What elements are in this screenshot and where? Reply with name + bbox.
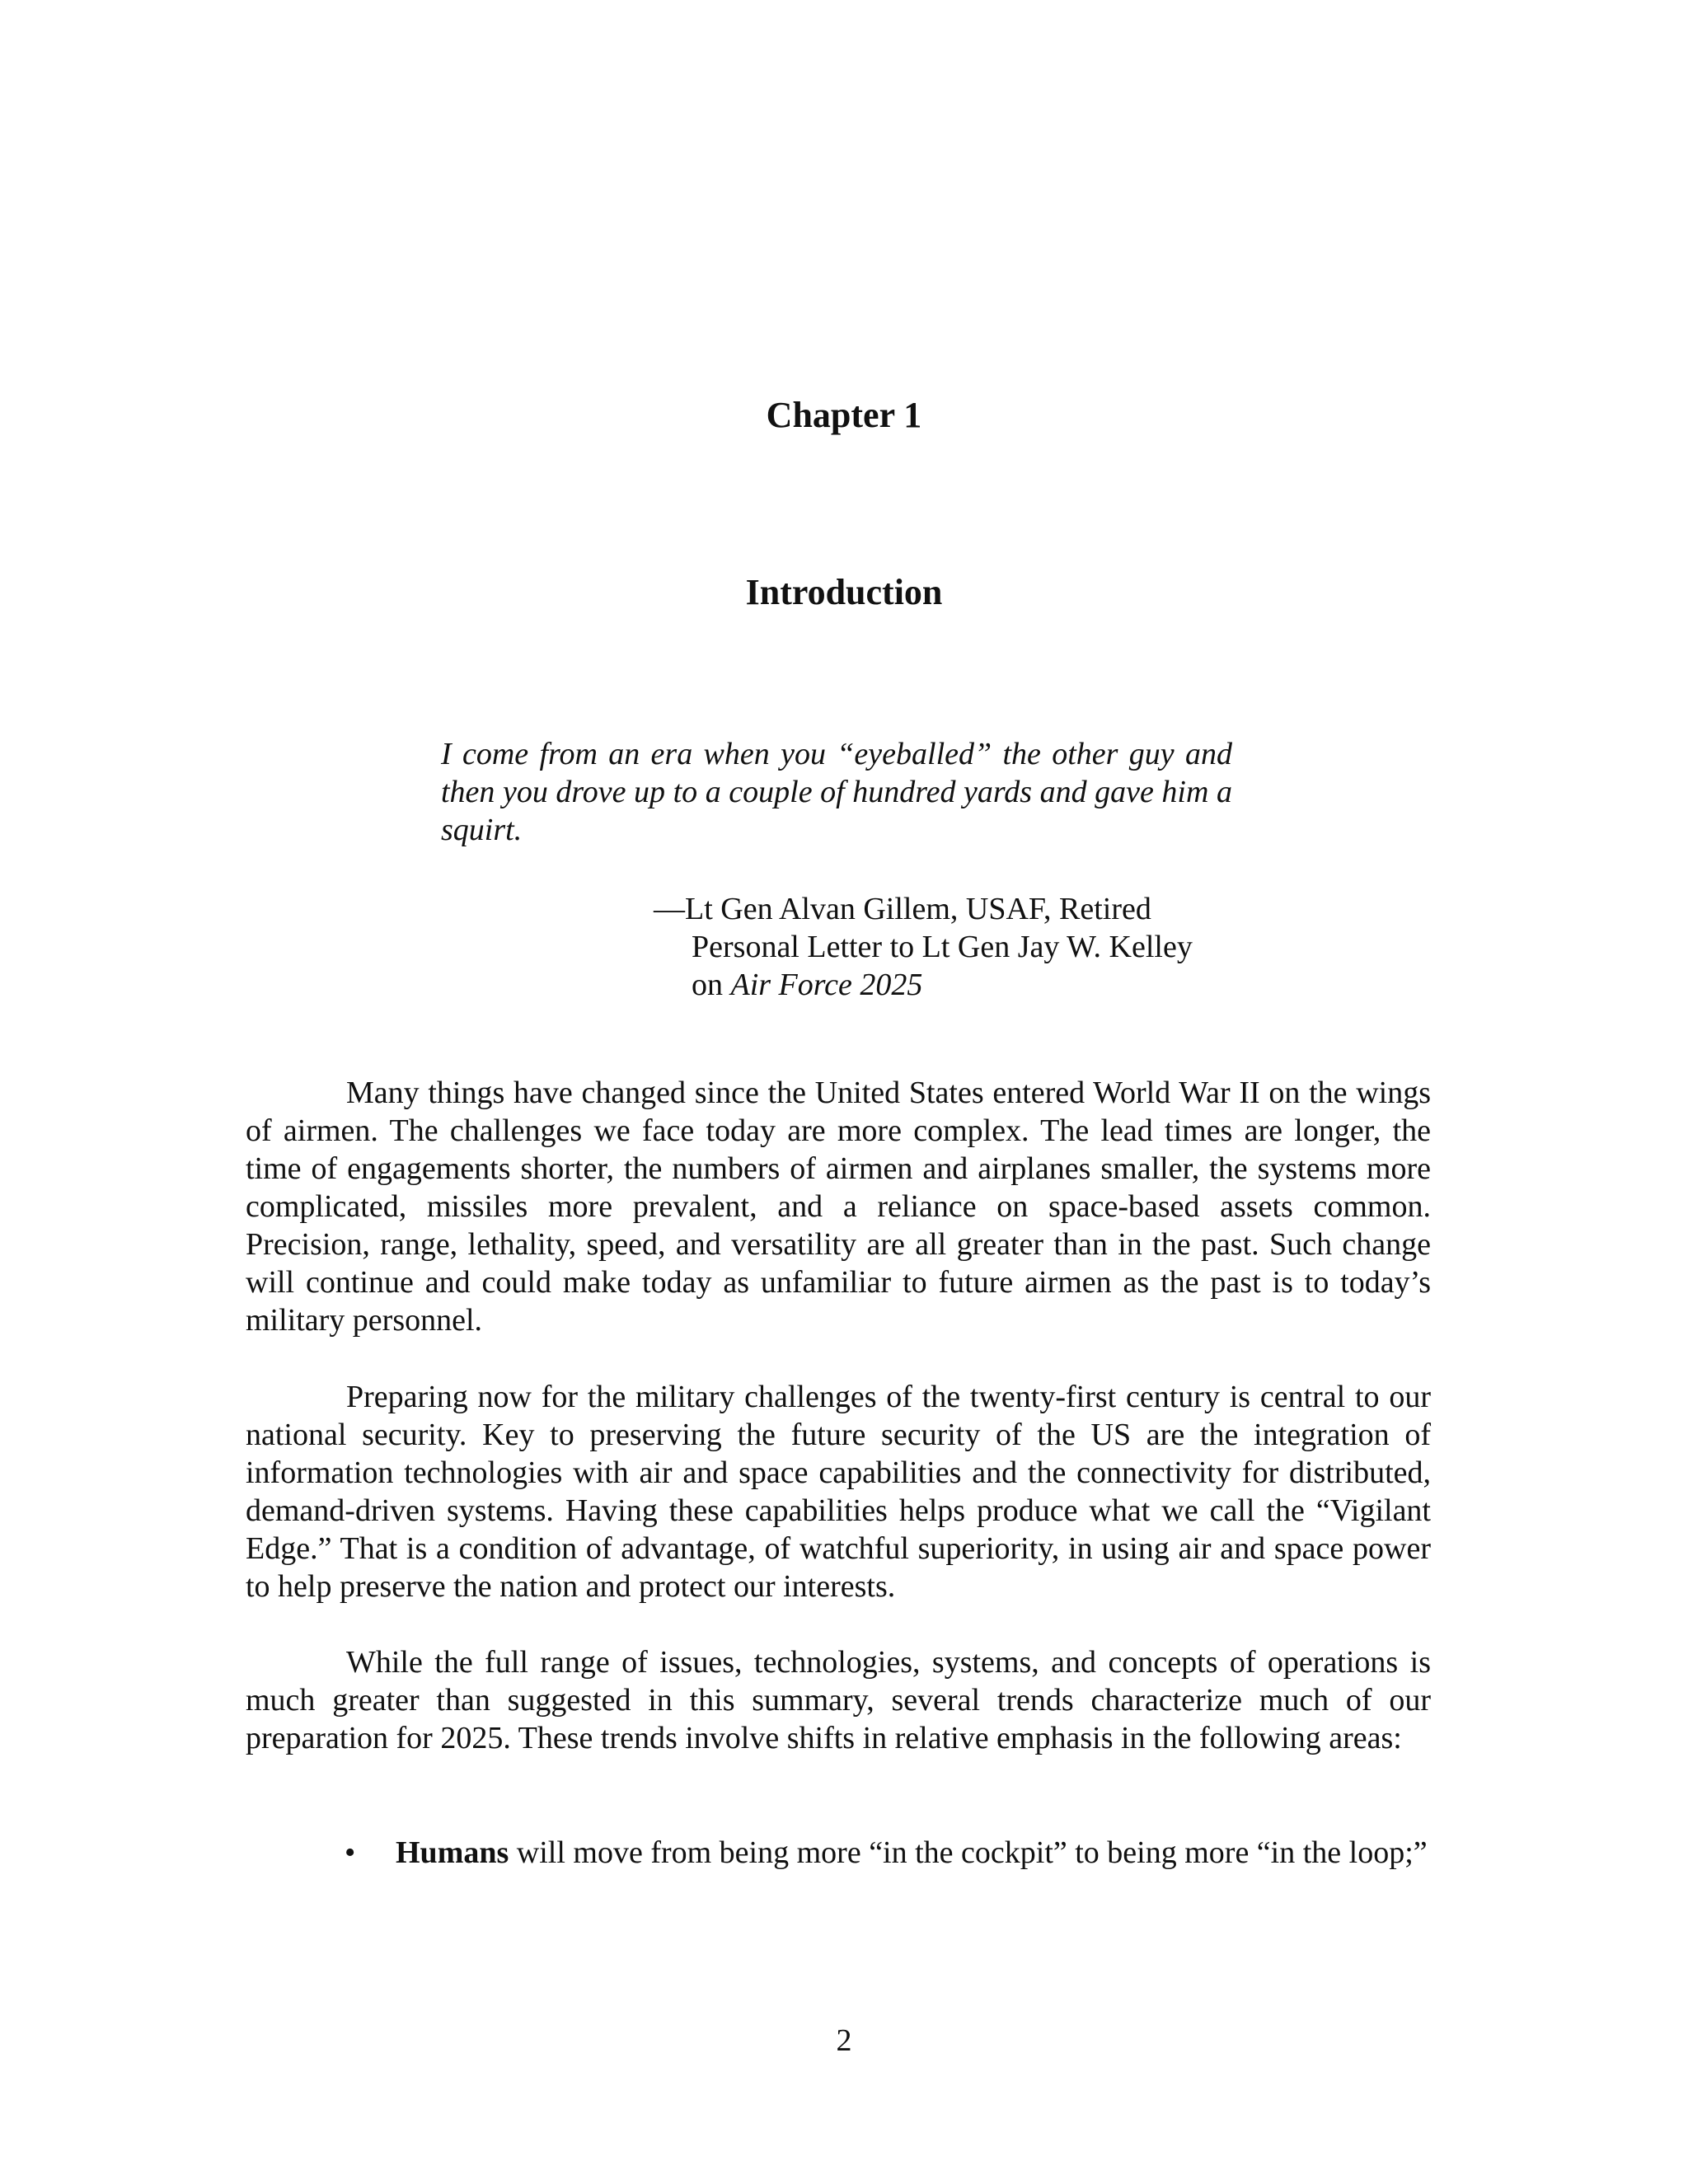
chapter-title: Introduction xyxy=(745,572,943,612)
attribution-author: —Lt Gen Alvan Gillem, USAF, Retired xyxy=(654,892,1151,926)
body-paragraph-3: While the full range of issues, technologies, systems, and concepts of operations is much greater than suggested in this summary, several trends characterize much of our preparation for 2025. These trends involve shifts in relative emphasis in the following areas: xyxy=(246,1645,1431,1755)
attribution-source: Personal Letter to Lt Gen Jay W. Kelley xyxy=(692,930,1193,964)
body-paragraph-1: Many things have changed since the United States entered World War II on the wings of airmen. The challenges we face today are more complex. The lead times are longer, the time of engagements shorter, the numbers of airmen and airplanes smaller, the systems more complicated, missiles more prevalent, and a reliance on space-based assets common. Precision, range, lethality, speed, and versatility are all greater than in the past. Such change will continue and could make today as unfamiliar to future airmen as the past is to today’s military personnel. xyxy=(246,1076,1431,1338)
attribution-topic-title: Air Force 2025 xyxy=(730,968,923,1002)
body-paragraph-2: Preparing now for the military challenges of the twenty-first century is central to our national security. Key to preserving the future security of the US are the integration of information technologies with air and space capabilities and the connectivity for distributed, demand-driven systems. Having these capabilities helps produce what we call the “Vigilant Edge.” That is a condition of advantage, of watchful superiority, in using air and space power to help preserve the nation and protect our interests. xyxy=(246,1380,1431,1604)
bullet-icon: • xyxy=(345,1835,356,1870)
trend-list xyxy=(345,1834,1431,1872)
attribution-topic-prefix: on xyxy=(692,968,731,1002)
attribution-topic xyxy=(654,966,1313,1004)
page-number: 2 xyxy=(836,2023,852,2058)
bullet-text: will move from being more “in the cockpit” to being more “in the loop;” xyxy=(509,1835,1428,1870)
epigraph-quote: I come from an era when you “eyeballed” the other guy and then you drove up to a couple of hundred yards and gave him a squirt. xyxy=(441,737,1232,847)
list-item xyxy=(345,1834,1431,1872)
chapter-number: Chapter 1 xyxy=(766,395,922,435)
bullet-bold-lead: Humans xyxy=(396,1835,509,1870)
epigraph-attribution xyxy=(654,890,1313,1004)
